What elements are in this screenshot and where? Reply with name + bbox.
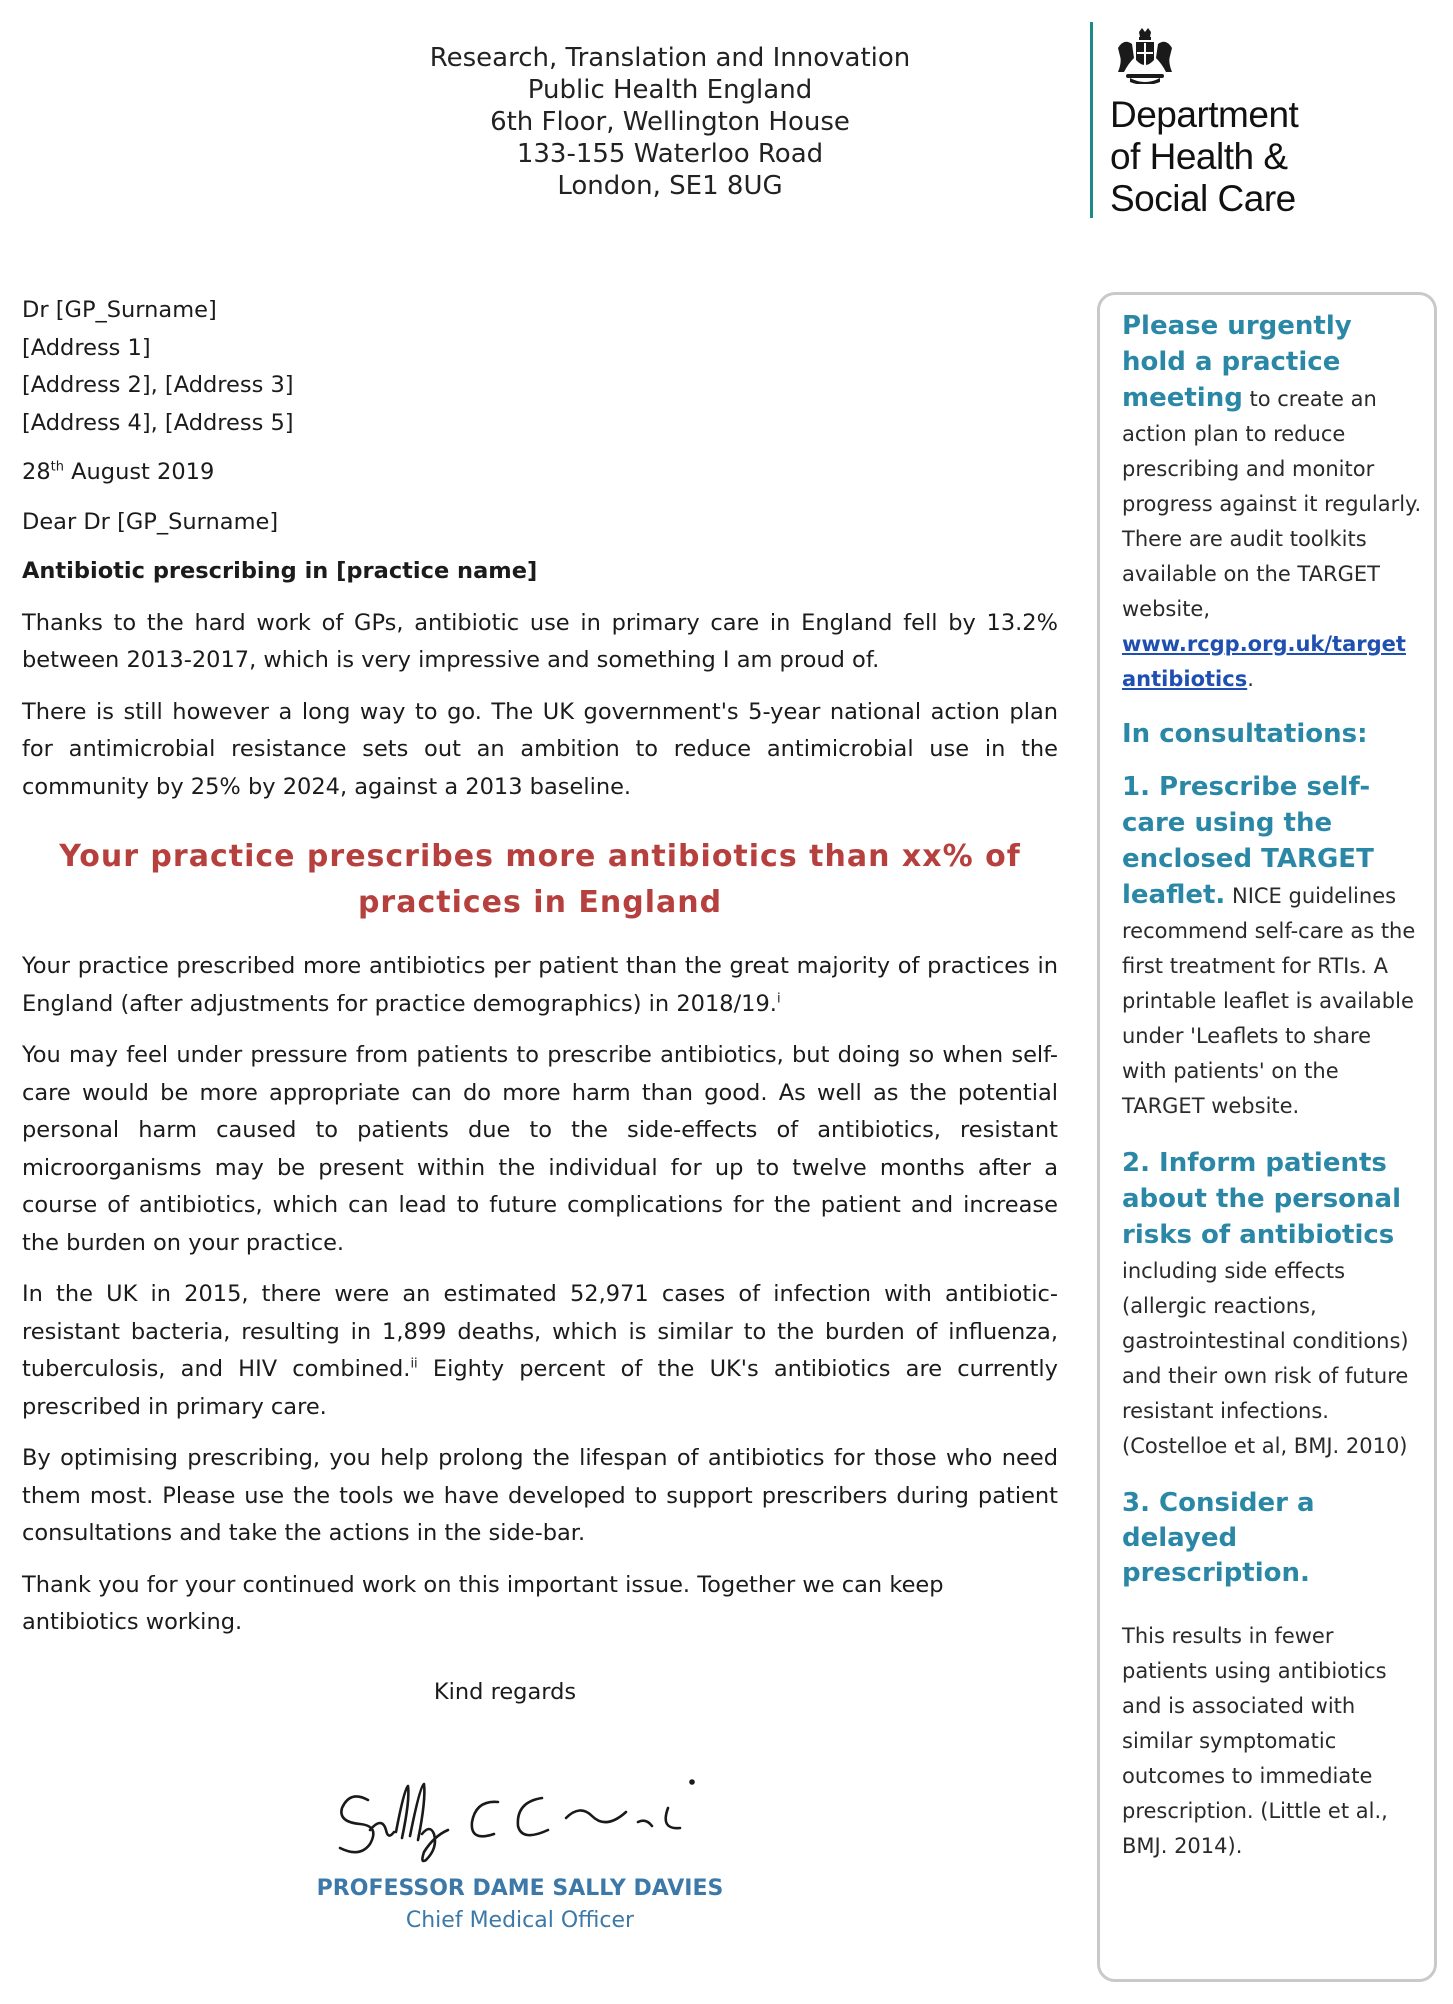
sender-line: 6th Floor, Wellington House [490,107,850,137]
logo-divider [1090,22,1093,218]
paragraph-text: In the UK in 2015, there were an estimated 52,971 cases of infection with antibiotic-resistant bacteria, resulting in 1,899 deaths, which is similar to the burden of influenza, tuberculosis, and HIV combined. [22,1281,1058,1382]
sign-off: Kind regards [433,1678,577,1705]
sidebar-intro [1122,309,1422,697]
sidebar-item-risks [1122,1146,1422,1464]
recipient-address [22,292,1058,442]
paragraph [22,1276,1058,1426]
royal-crest-icon [1110,28,1180,84]
endnote-ref: ii [410,1356,418,1372]
signatory-title: Chief Medical Officer [405,1908,635,1933]
address-line: [Address 4], [Address 5] [22,409,294,436]
date-ordinal: th [50,459,64,475]
sidebar-item-title: 1. Prescribe self-care using the enclosed TARGET leaflet. [1122,772,1374,910]
paragraph [22,948,1058,1023]
sidebar-item-title: 3. Consider a delayed prescription. [1122,1488,1315,1588]
paragraph: There is still however a long way to go. The UK government's 5-year national action plan for antimicrobial resistance sets out an ambition to reduce antimicrobial use in the community by 25% by 2024, against a 2013 baseline. [22,698,1058,800]
signatory-name: PROFESSOR DAME SALLY DAVIES [316,1876,724,1901]
sender-line: Public Health England [527,75,813,105]
department-name-line: of Health & [1110,136,1288,177]
department-logo [1090,20,1350,220]
letter-body [22,292,1058,1711]
sender-line: London, SE1 8UG [557,171,783,201]
sidebar-item-self-care [1122,770,1422,1124]
paragraph-text: Eighty percent of the UK's antibiotics are currently prescribed in primary care. [22,1356,1058,1420]
recipient-name: Dr [GP_Surname] [22,297,217,323]
sidebar-item-text: including side effects (allergic reactions, gastrointestinal conditions) and their own risk of future resistant infections. (Costelloe et al, BMJ. 2010) [1122,1259,1409,1458]
address-line: [Address 2], [Address 3] [22,372,294,398]
signature-image [330,1760,750,1865]
sidebar-item-title: 2. Inform patients about the personal risks of antibiotics [1122,1148,1402,1250]
letter-date [22,454,1058,492]
department-name [1110,94,1298,220]
paragraph-text: Your practice prescribed more antibiotics per patient than the great majority of practices in England (after adjustments for practice demographics) in 2018/19. [22,953,1058,1017]
paragraph: You may feel under pressure from patients to prescribe antibiotics, but doing so when self-care would be more appropriate can do more harm than good. As well as the potential personal harm caused to patients due to the side-effects of antibiotics, resistant microorganisms may be present within the individual for up to twelve months after a course of antibiotics, which can lead to future complications for the patient and increase the burden on your practice. [22,1042,1058,1256]
sender-line: Research, Translation and Innovation [429,43,911,73]
sidebar-item-text: NICE guidelines recommend self-care as the first treatment for RTIs. A printable leaflet is available under 'Leaflets to share with patients' on the TARGET website. [1122,884,1416,1118]
department-name-line: Department [1110,94,1299,135]
address-line: [Address 1] [22,334,151,361]
sidebar-item-delayed [1122,1486,1422,1864]
endnote-ref: i [776,991,781,1006]
headline-line: Your practice prescribes more antibiotics than xx% of [59,839,1021,874]
sidebar-intro-end: . [1247,667,1254,691]
target-website-link[interactable]: www.rcgp.org.uk/target antibiotics [1122,632,1406,691]
headline-line: practices in England [357,885,723,920]
date-day: 28 [22,459,51,485]
sidebar-intro-accent: Please urgently hold a practice meeting [1122,311,1352,413]
sidebar-intro-text: to create an action plan to reduce prescribing and monitor progress against it regularly. There are audit toolkits available on the TARGET website, [1122,387,1422,621]
paragraph: By optimising prescribing, you help prolong the lifespan of antibiotics for those who need them most. Please use the tools we have developed to support prescribers during patient consultations and take the actions in the side-bar. [22,1445,1058,1546]
department-name-line: Social Care [1110,178,1296,219]
sidebar-panel [1097,292,1437,1982]
subject-line: Antibiotic prescribing in [practice name] [22,558,538,584]
paragraph: Thank you for your continued work on this important issue. Together we can keep antibiotics working. [22,1571,944,1635]
sidebar-heading: In consultations: [1122,719,1368,749]
salutation: Dear Dr [GP_Surname] [22,508,279,535]
sender-line: 133-155 Waterloo Road [516,139,824,169]
paragraph: Thanks to the hard work of GPs, antibiotic use in primary care in England fell by 13.2% between 2013-2017, which is very impressive and something I am proud of. [22,609,1058,673]
date-rest: August 2019 [63,459,215,485]
headline-callout [42,834,1038,926]
sidebar-item-text: This results in fewer patients using antibiotics and is associated with similar symptomatic outcomes to immediate prescription. (Little et al., BMJ. 2014). [1122,1624,1388,1858]
sender-address [360,42,980,202]
